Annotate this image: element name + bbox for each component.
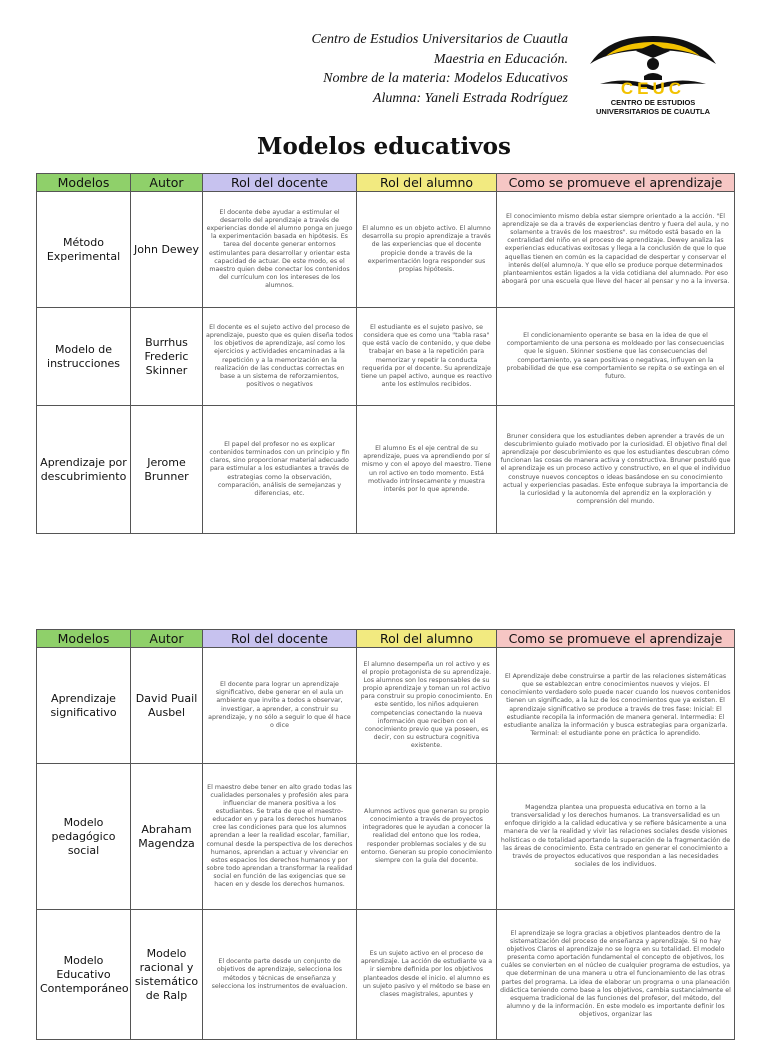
header-modelos: Modelos	[37, 174, 131, 192]
cell-modelo: Modelo pedagógico social	[37, 764, 131, 910]
logo-letters: CEUC	[620, 79, 686, 98]
cell-modelo: Modelo Educativo Contemporáneo	[37, 910, 131, 1040]
header-line-program: Maestria en Educación.	[433, 51, 568, 67]
cell-autor: Abraham Magendza	[131, 764, 203, 910]
header-autor: Autor	[131, 174, 203, 192]
cell-rol-alumno: El estudiante es el sujeto pasivo, se considera que es como una "tabla rasa" que está vacío de contenido, y que debe trabajar en base a la repetición para memorizar y repetir la conducta requerida por el docente. Su aprendizaje tiene un papel activo, aunque es reactivo ante los estímulos recibidos.	[357, 308, 497, 406]
cell-rol-docente: El docente parte desde un conjunto de objetivos de aprendizaje, selecciona los métodos y técnicas de enseñanza y selecciona los instrumentos de evaluacion.	[203, 910, 357, 1040]
table-row	[37, 910, 735, 1040]
cell-autor: John Dewey	[131, 192, 203, 308]
cell-aprendizaje: El aprendizaje se logra gracias a objetivos planteados dentro de la sistematización del proceso de enseñanza y aprendizaje. Si no hay objetivos Claros el aprendizaje no se logra en su totalidad. El modelo presenta como aportación fundamental el concepto de objetivos, los cuáles se convierten en el núcleo de cualquier programa de estudios, ya que determinan de una manera u otra el funcionamiento de las otras partes del programa. La idea de elaborar un programa o una planeación didáctica teniendo como base a los objetivos, cambia sustancialmente el esquema tradicional de las funciones del profesor, del método, del alumno y de la información. En este modelo es importante definir los objetivos, organizar las	[497, 910, 735, 1040]
ceuc-logo	[578, 24, 728, 119]
cell-autor: Modelo racional y sistemático de Ralp	[131, 910, 203, 1040]
cell-aprendizaje: El conocimiento mismo debía estar siempre orientado a la acción. "El aprendizaje se da a través de experiencias dentro y fuera del aula, y no solamente a través de los maestros". su método está basado en la centralidad del niño en el proceso de aprendizaje. Dewey analiza las experiencias educativas exitosas y llega a la conclusión de que lo que aquellas tienen en común es la capacidad de despertar y conservar el interés del(el alumno/a. Y que ello se produce porque determinados planteamientos están ligados a la vida cotidiana del alumnado. Por eso abogará por una escuela que lleve del hacer al pensar y no a la inversa.	[497, 192, 735, 308]
header-aprendizaje: Como se promueve el aprendizaje	[497, 174, 735, 192]
cell-aprendizaje: El condicionamiento operante se basa en la idea de que el comportamiento de una persona es moldeado por las consecuencias que le siguen. Skinner sostiene que las consecuencias del comportamiento, ya sean positivas o negativas, influyen en la probabilidad de que ese comportamiento se repita o se extinga en el futuro.	[497, 308, 735, 406]
table-row	[37, 648, 735, 764]
header-modelos: Modelos	[37, 630, 131, 648]
cell-rol-docente: El maestro debe tener en alto grado todas las cualidades personales y profesión ales para influenciar de manera positiva a los estudiantes. Se trata de que el maestro-educador en y para los derechos humanos cree las condiciones para que los alumnos aprendan a leer la realidad escolar, familiar, comunal desde la perspectiva de los derechos humanos, aprendan a actuar y vivenciar en estos espacios los derechos humanos y por sobre todo aprendan a transformar la realidad social en función de las exigencias que se hacen en y desde los derechos humanos.	[203, 764, 357, 910]
document-header	[0, 30, 568, 108]
header-rol-alumno: Rol del alumno	[357, 174, 497, 192]
cell-autor: Burrhus Frederic Skinner	[131, 308, 203, 406]
header-line-student: Alumna: Yaneli Estrada Rodríguez	[372, 90, 568, 106]
header-rol-docente: Rol del docente	[203, 630, 357, 648]
header-aprendizaje: Como se promueve el aprendizaje	[497, 630, 735, 648]
cell-rol-docente: El docente es el sujeto activo del proceso de aprendizaje, puesto que es quien diseña todos los objetivos de aprendizaje, así como los ejercicios y actividades encaminadas a la repetición y a la memorización en la realización de las conductas correctas en base a un sistema de reforzamientos, positivos o negativos	[203, 308, 357, 406]
cell-autor: Jerome Brunner	[131, 406, 203, 534]
cell-rol-docente: El docente para lograr un aprendizaje significativo, debe generar en el aula un ambiente que invite a todos a observar, investigar, a aprender, a construir su aprendizaje, y no sólo a seguir lo que él hace o dice	[203, 648, 357, 764]
page-title: Modelos educativos	[257, 133, 511, 160]
cell-aprendizaje: Bruner considera que los estudiantes deben aprender a través de un descubrimiento guiado motivado por la curiosidad. El objetivo final del aprendizaje por descubrimiento es que los estudiantes descubran cómo funcionan las cosas de manera activa y constructiva. Bruner postuló que el aprendizaje es un proceso activo y constructivo, en el que el individuo construye nuevos conceptos o ideas basándose en su conocimiento actual y experiencias pasadas. Este enfoque subraya la importancia de la curiosidad y la autonomía del aprendiz en la exploración y comprensión del mundo.	[497, 406, 735, 534]
models-table-2	[36, 629, 735, 1040]
cell-rol-alumno: Alumnos activos que generan su propio conocimiento a través de proyectos integradores que le ayudan a conocer la realidad del entono que los rodea, responder problemas sociales y de su entorno. Generan su propio conocimiento siempre con la guía del docente.	[357, 764, 497, 910]
ceuc-logo-graphic	[578, 24, 728, 119]
cell-aprendizaje: El Aprendizaje debe construirse a partir de las relaciones sistemáticas que se establezcan entre conocimientos nuevos y viejos. El conocimiento verdadero solo puede nacer cuando los nuevos contenidos tienen un significado, a la luz de los conocimientos que ya existen. El aprendizaje significativo se produce a través de tres fase: Inicial: El estudiante recopila la información de manera general. Intermedia: El estudiante analiza la información y busca estrategias para organizarla. Terminal: el estudiante pone en práctica lo aprendido.	[497, 648, 735, 764]
cell-rol-alumno: El alumno desempeña un rol activo y es el propio protagonista de su aprendizaje. Los alumnos son los responsables de su propio aprendizaje y toman un rol activo para construir su propio conocimiento. En este sentido, los niños adquieren competencias conectando la nueva información que reciben con el conocimiento previo que ya poseen, es decir, con su estructura cognitiva existente.	[357, 648, 497, 764]
cell-modelo: Modelo de instrucciones	[37, 308, 131, 406]
table-header-row	[37, 630, 735, 648]
header-rol-alumno: Rol del alumno	[357, 630, 497, 648]
logo-caption-2: UNIVERSITARIOS DE CUAUTLA	[595, 107, 711, 116]
models-table-1	[36, 173, 735, 534]
cell-aprendizaje: Magendza plantea una propuesta educativa en torno a la transversalidad y los derechos humanos. La transversalidad es un enfoque dirigido a la calidad educativa y se refiere básicamente a una manera de ver la realidad y vivir las relaciones sociales desde visiones holísticas o de totalidad aportando la superación de la fragmentación de las áreas de conocimiento. Esta centrado en generar el conocimiento a través de proyectos educativos que respondan a las necesidades sociales de los individuos.	[497, 764, 735, 910]
cell-rol-alumno: Es un sujeto activo en el proceso de aprendizaje. La acción de estudiante va a ir siembre definida por los objetivos planteados desde el inicio. el alumno es un sujeto pasivo y el método se base en clases magistrales, apuntes y	[357, 910, 497, 1040]
table-row	[37, 764, 735, 910]
header-autor: Autor	[131, 630, 203, 648]
cell-modelo: Método Experimental	[37, 192, 131, 308]
header-rol-docente: Rol del docente	[203, 174, 357, 192]
cell-rol-docente: El docente debe ayudar a estimular el desarrollo del aprendizaje a través de experiencias donde el alumno ponga en juego la experimentación basada en hipótesis. Es tarea del docente generar entornos estimulantes para desarrollar y orientar esta capacidad de actuar. De este modo, es el maestro quien debe conectar los contenidos del currículum con los intereses de los alumnos.	[203, 192, 357, 308]
cell-autor: David Puail Ausbel	[131, 648, 203, 764]
table-row	[37, 308, 735, 406]
logo-caption-1: CENTRO DE ESTUDIOS	[610, 98, 696, 107]
cell-rol-alumno: El alumno es un objeto activo. El alumno desarrolla su propio aprendizaje a través de las experiencias que el docente propicie donde a través de la experimentación logra responder sus propias hipótesis.	[357, 192, 497, 308]
cell-modelo: Aprendizaje significativo	[37, 648, 131, 764]
cell-rol-docente: El papel del profesor no es explicar contenidos terminados con un principio y fin claros, sino proporcionar material adecuado para estimular a los estudiantes a través de estrategias como la observación, comparación, análisis de semejanzas y diferencias, etc.	[203, 406, 357, 534]
cell-modelo: Aprendizaje por descubrimiento	[37, 406, 131, 534]
table-row	[37, 406, 735, 534]
header-line-institution: Centro de Estudios Universitarios de Cuautla	[311, 32, 568, 47]
cell-rol-alumno: El alumno Es el eje central de su aprendizaje, pues va aprendiendo por sí mismo y con el apoyo del maestro. Tiene un rol activo en todo momento. Está motivado intrínsecamente y muestra interés por lo que aprende.	[357, 406, 497, 534]
header-line-subject: Nombre de la materia: Modelos Educativos	[323, 71, 568, 86]
table-header-row	[37, 174, 735, 192]
table-row	[37, 192, 735, 308]
